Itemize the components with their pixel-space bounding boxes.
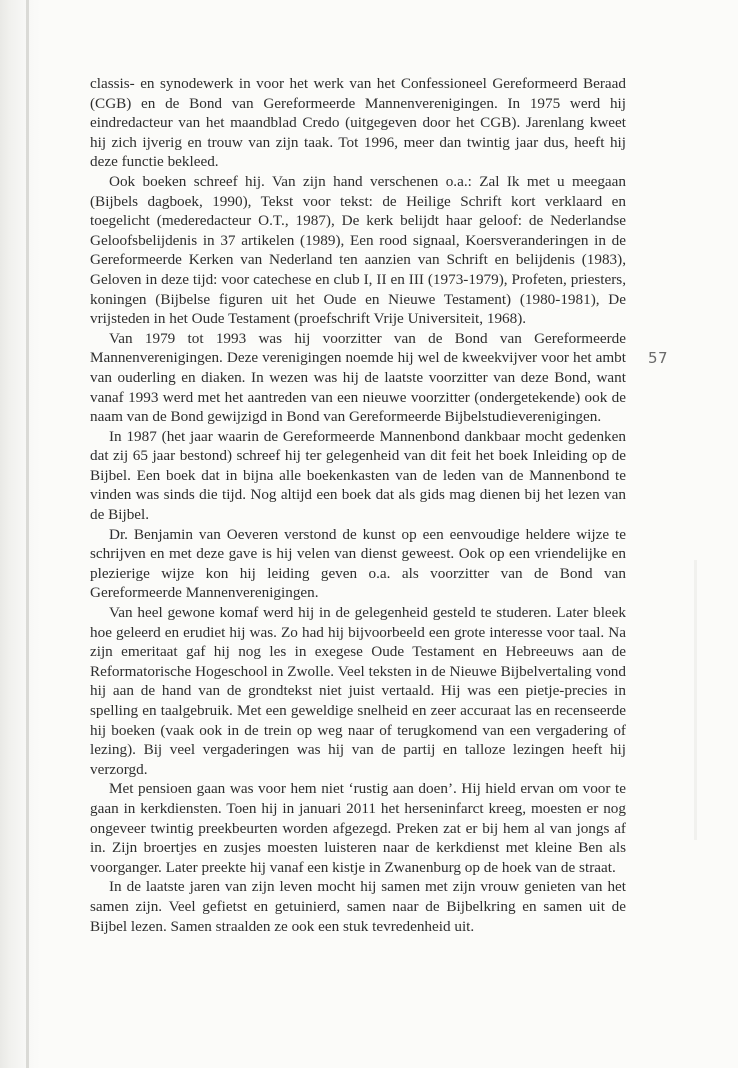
paragraph-6: Van heel gewone komaf werd hij in de gelegenheid gesteld te studeren. Later bleek hoe geleerd en erudiet hij was. Zo had hij bijvoorbeeld een grote interesse voor taal. Na zijn emeritaat gaf hij nog les in exegese Oude Testament en Hebreeuws aan de Reformatorische Hogeschool in Zwolle. Veel teksten in de Nieuwe Bijbelvertaling vond hij aan de hand van de grondtekst niet juist vertaald. Hij was een pietje-precies in spelling en taalgebruik. Met een geweldige snelheid en zeer accuraat las en recenseerde hij boeken (vaak ook in de trein op weg naar of terugkomend van een vergadering of lezing). Bij veel vergaderingen was hij van de partij en talloze lezingen heeft hij verzorgd.	[90, 604, 626, 778]
paragraph-5: Dr. Benjamin van Oeveren verstond de kunst op een eenvoudige heldere wijze te schrijven en met deze gave is hij velen van dienst geweest. Ook op een vriendelijke en plezierige wijze kon hij leiding geven o.a. als voorzitter van de Bond van Gereformeerde Mannenverenigingen.	[90, 525, 626, 602]
paragraph-7: Met pensioen gaan was voor hem niet ‘rustig aan doen’. Hij hield ervan om voor te gaan in kerkdiensten. Toen hij in januari 2011 het herseninfarct kreeg, moesten er nog ongeveer twintig preekbeurten worden afgezegd. Preken zat er bij hem al van jongs af in. Zijn broertjes en zusjes moesten luisteren naar de kerkdienst met kleine Ben als voorganger. Later preekte hij vanaf een kistje in Zwanenburg op de hoek van de straat.	[90, 780, 626, 876]
binding-gutter-line	[26, 0, 29, 1068]
paragraph-8: In de laatste jaren van zijn leven mocht hij samen met zijn vrouw genieten van het samen zijn. Veel gefietst en getuinierd, samen naar de Bijbelkring en samen uit de Bijbel lezen. Samen straalden ze ook een stuk tevredenheid uit.	[90, 878, 626, 935]
paragraph-4: In 1987 (het jaar waarin de Gereformeerde Mannenbond dankbaar mocht gedenken dat zij 65 jaar bestond) schreef hij ter gelegenheid van dit feit het boek Inleiding op de Bijbel. Een boek dat in bijna alle boekenkasten van de leden van de Mannenbond te vinden was sinds die tijd. Nog altijd een boek dat als gids mag dienen bij het lezen van de Bijbel.	[90, 427, 626, 524]
binding-gutter-shadow	[0, 0, 40, 1068]
paragraph-3: Van 1979 tot 1993 was hij voorzitter van de Bond van Gereformeerde Mannenverenigingen. Deze verenigingen noemde hij wel de kweekvijver voor het ambt van ouderling en diaken. In wezen was hij de laatste voorzitter van deze Bond, want vanaf 1993 werd met het aantreden van een nieuwe voorzitter (ondergetekende) ook de naam van de Bond gewijzigd in Bond van Gereformeerde Bijbelstudieverenigingen.	[90, 329, 626, 426]
page-number: 57	[648, 349, 669, 367]
paragraph-1: classis- en synodewerk in voor het werk van het Confessioneel Gereformeerd Beraad (CGB) en de Bond van Gereformeerde Mannenverenigingen. In 1975 werd hij eindredacteur van het maandblad Credo (uitgegeven door het CGB). Jarenlang kweet hij zich ijverig en trouw van zijn taak. Tot 1996, meer dan twintig jaar dus, heeft hij deze functie bekleed.	[90, 75, 626, 171]
paragraph-2: Ook boeken schreef hij. Van zijn hand verschenen o.a.: Zal Ik met u meegaan (Bijbels dagboek, 1990), Tekst voor tekst: de Heilige Schrift kort verklaard en toegelicht (mederedacteur O.T., 1987), De kerk belijdt haar geloof: de Nederlandse Geloofsbelijdenis in 37 artikelen (1989), Een rood signaal, Koersveranderingen in de Gereformeerde Kerken van Nederland ten aanzien van Schrift en belijdenis (1983), Geloven in deze tijd: voor catechese en club I, II en III (1973-1979), Profeten, priesters, koningen (Bijbelse figuren uit het Oude en Nieuwe Testament) (1980-1981), De vrijsteden in het Oude Testament (proefschrift Vrije Universiteit, 1968).	[90, 172, 626, 328]
body-text	[90, 74, 626, 936]
page-edge-mark	[694, 560, 697, 840]
